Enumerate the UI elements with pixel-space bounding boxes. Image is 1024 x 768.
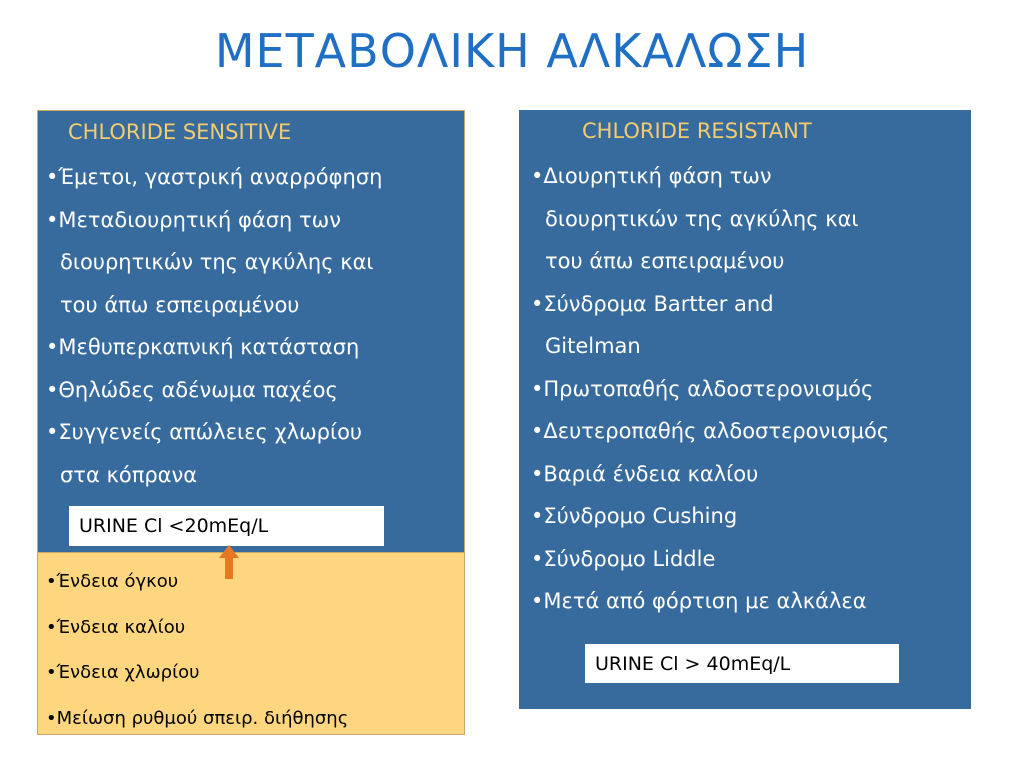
list-item: διουρητικών της αγκύλης και — [545, 206, 859, 231]
list-item: διουρητικών της αγκύλης και — [60, 250, 374, 274]
list-item: •Θηλώδες αδένωμα παχέος — [46, 377, 338, 402]
chloride-sensitive-heading: CHLORIDE SENSITIVE — [68, 120, 292, 144]
list-item: του άπω εσπειραμένου — [545, 249, 785, 273]
list-item: •Μεταδιουρητική φάση των — [46, 207, 341, 232]
chloride-sensitive-panel — [37, 110, 465, 558]
depletion-box — [37, 552, 465, 735]
chloride-resistant-panel — [519, 110, 971, 709]
chloride-sensitive-list — [46, 156, 382, 496]
list-item: •Συγγενείς απώλειες χλωρίου — [46, 420, 363, 444]
list-item: •Σύνδρομα Bartter and — [531, 291, 774, 316]
urine-chloride-low-box: URINE Cl <20mEq/L — [69, 506, 384, 546]
list-item: •Σύνδρομο Cushing — [531, 504, 738, 528]
chloride-resistant-heading: CHLORIDE RESISTANT — [582, 119, 812, 143]
list-item: •Πρωτοπαθής αλδοστερονισμός — [531, 376, 874, 401]
list-item: •Σύνδρομο Liddle — [531, 546, 716, 571]
list-item: •Ένδεια όγκου — [46, 571, 179, 592]
list-item: •Δευτεροπαθής αλδοστερονισμός — [531, 419, 890, 443]
list-item: •Μεθυπερκαπνική κατάσταση — [46, 335, 360, 359]
list-item: •Μείωση ρυθμού σπειρ. διήθησης — [46, 707, 349, 729]
list-item: •Έμετοι, γαστρική αναρρόφηση — [46, 165, 383, 189]
list-item: •Ένδεια καλίου — [46, 616, 186, 638]
list-item: Gitelman — [545, 334, 641, 358]
urine-chloride-high-box: URINE Cl > 40mEq/L — [585, 644, 899, 683]
list-item: •Ένδεια χλωρίου — [46, 662, 200, 683]
list-item: •Μετά από φόρτιση με αλκάλεα — [531, 589, 867, 613]
list-item: του άπω εσπειραμένου — [60, 292, 300, 317]
list-item: •Διουρητική φάση των — [531, 164, 772, 188]
chloride-resistant-list — [531, 155, 889, 623]
slide-title: ΜΕΤΑΒΟΛΙΚΗ ΑΛΚΑΛΩΣΗ — [214, 24, 810, 78]
list-item: •Βαριά ένδεια καλίου — [531, 461, 759, 486]
list-item: στα κόπρανα — [60, 462, 198, 487]
up-arrow-icon — [219, 545, 239, 579]
depletion-list — [46, 559, 348, 741]
